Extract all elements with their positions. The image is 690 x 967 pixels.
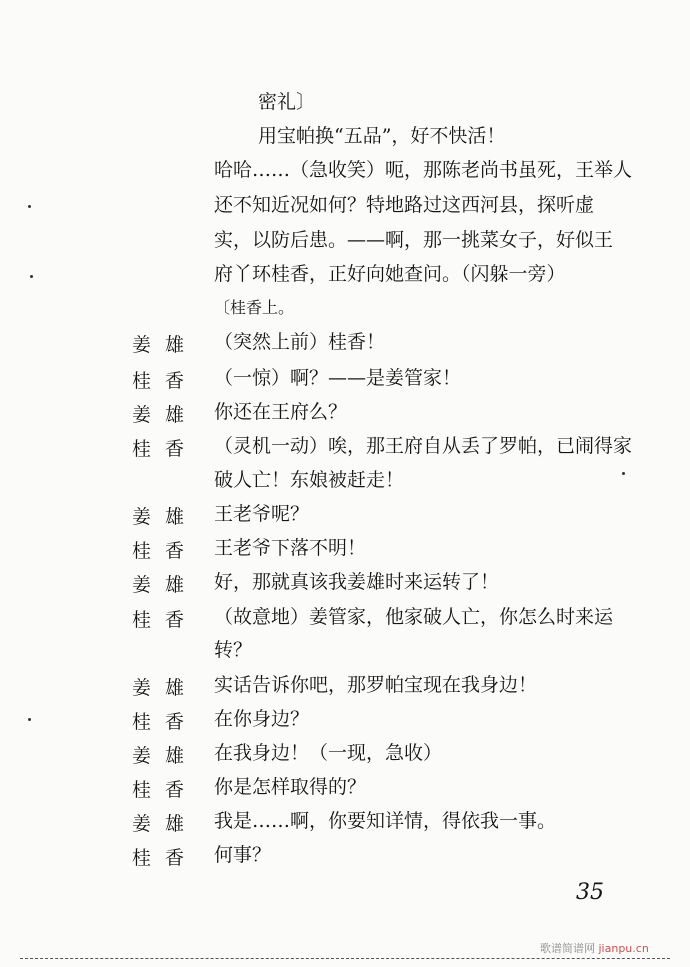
speaker-label: 姜雄: [132, 404, 199, 426]
text-line: 实，以防后患。——啊，那一挑菜女子，好似王: [214, 229, 614, 251]
watermark-site: 歌谱简谱网: [540, 942, 595, 955]
text-line: 哈哈……（急收笑）呃，那陈老尚书虽死，王举人: [214, 159, 633, 181]
dialogue-line: 王老爷下落不明！: [214, 537, 367, 559]
dialogue-line: 破人亡！东娘被赶走！: [214, 469, 405, 491]
speaker-label: 姜雄: [132, 334, 199, 356]
text-line: 用宝帕换“五品”，好不快活！: [258, 125, 506, 147]
stage-direction: 〔桂香上。: [214, 298, 295, 317]
speaker-label: 桂香: [132, 609, 199, 631]
text-line: 府丫环桂香，正好向她查问。（闪躲一旁）: [214, 263, 566, 285]
dialogue-line: （故意地）姜管家，他家破人亡，你怎么时来运: [214, 606, 614, 628]
dialogue-line: 你是怎样取得的？: [214, 776, 367, 798]
speck-mark: [28, 718, 31, 721]
watermark: [540, 940, 649, 956]
bottom-rule: [20, 958, 670, 959]
watermark-url: jianpu.cn: [598, 942, 649, 955]
speck-mark: [28, 205, 31, 208]
speaker-label: 桂香: [132, 711, 199, 733]
dialogue-line: 我是……啊，你要知详情，得依我一事。: [214, 810, 557, 832]
text-line: 密礼〕: [258, 91, 316, 113]
speaker-label: 桂香: [132, 370, 199, 392]
text-line: 还不知近况如何？特地路过这西河县，探听虚: [214, 194, 595, 216]
dialogue-line: 王老爷呢？: [214, 503, 310, 525]
speaker-label: 桂香: [132, 540, 199, 562]
speaker-label: 桂香: [132, 779, 199, 801]
dialogue-line: （灵机一动）唉，那王府自从丢了罗帕，已闹得家: [214, 435, 633, 457]
speaker-label: 姜雄: [132, 574, 199, 596]
speaker-label: 姜雄: [132, 506, 199, 528]
dialogue-line: 好，那就真该我姜雄时来运转了！: [214, 571, 500, 593]
speaker-label: 姜雄: [132, 745, 199, 767]
speaker-label: 姜雄: [132, 677, 199, 699]
speaker-label: 桂香: [132, 847, 199, 869]
dialogue-line: 在我身边！（一现，急收）: [214, 742, 443, 764]
speck-mark: [622, 472, 625, 475]
dialogue-line: （突然上前）桂香！: [214, 331, 386, 353]
dialogue-line: （一惊）啊？——是姜管家！: [214, 367, 462, 389]
dialogue-line: 在你身边？: [214, 708, 310, 730]
page-number: 35: [576, 880, 604, 905]
speck-mark: [30, 275, 33, 278]
dialogue-line: 实话告诉你吧，那罗帕宝现在我身边！: [214, 674, 538, 696]
dialogue-line: 你还在王府么？: [214, 401, 348, 423]
dialogue-line: 转？: [214, 639, 253, 661]
speaker-label: 桂香: [132, 438, 199, 460]
speaker-label: 姜雄: [132, 813, 199, 835]
dialogue-line: 何事？: [214, 844, 272, 866]
